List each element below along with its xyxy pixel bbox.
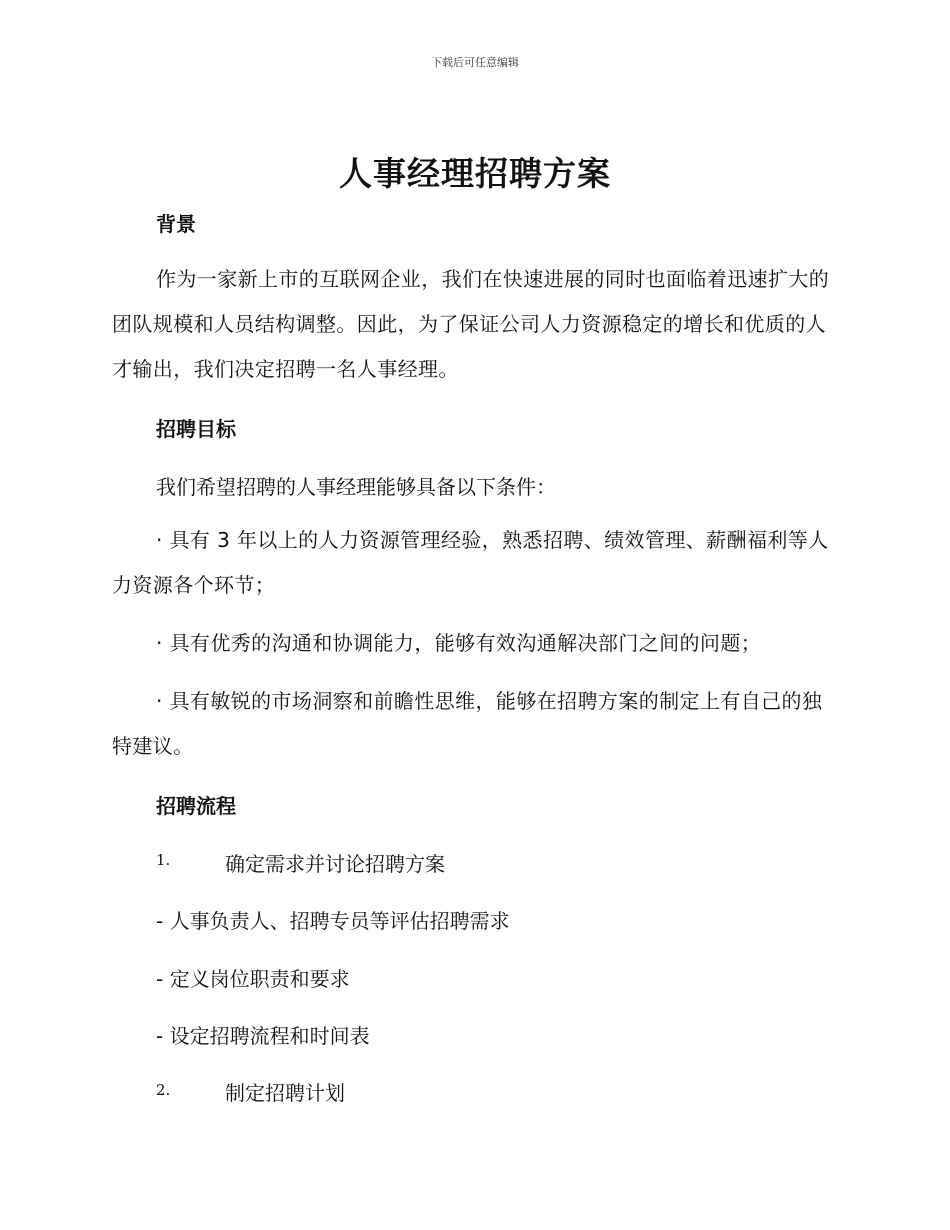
goals-bullet: · 具有敏锐的市场洞察和前瞻性思维，能够在招聘方案的制定上有自己的独特建议。 — [112, 689, 823, 758]
step-title: 制定招聘计划 — [225, 1081, 345, 1105]
document-title: 人事经理招聘方案 — [339, 154, 611, 193]
step-number: 1. — [156, 851, 171, 869]
step-item: - 人事负责人、招聘专员等评估招聘需求 — [156, 909, 510, 933]
step-number: 2. — [156, 1081, 171, 1099]
section-heading-background: 背景 — [156, 212, 196, 236]
step-title: 确定需求并讨论招聘方案 — [225, 852, 445, 876]
goals-intro: 我们希望招聘的人事经理能够具备以下条件： — [156, 475, 556, 499]
section-heading-goals: 招聘目标 — [156, 417, 236, 441]
step-item: - 定义岗位职责和要求 — [156, 967, 350, 991]
section-heading-process: 招聘流程 — [156, 794, 236, 818]
goals-bullet: · 具有优秀的沟通和协调能力，能够有效沟通解决部门之间的问题； — [156, 631, 762, 655]
goals-bullet: · 具有 3 年以上的人力资源管理经验，熟悉招聘、绩效管理、薪酬福利等人力资源各个环节； — [112, 528, 829, 597]
step-item: - 设定招聘流程和时间表 — [156, 1024, 370, 1048]
background-paragraph: 作为一家新上市的互联网企业，我们在快速进展的同时也面临着迅速扩大的团队规模和人员结构调整。因此，为了保证公司人力资源稳定的增长和优质的人才输出，我们决定招聘一名人事经理。 — [112, 267, 830, 381]
header-note: 下载后可任意编辑 — [431, 56, 519, 69]
